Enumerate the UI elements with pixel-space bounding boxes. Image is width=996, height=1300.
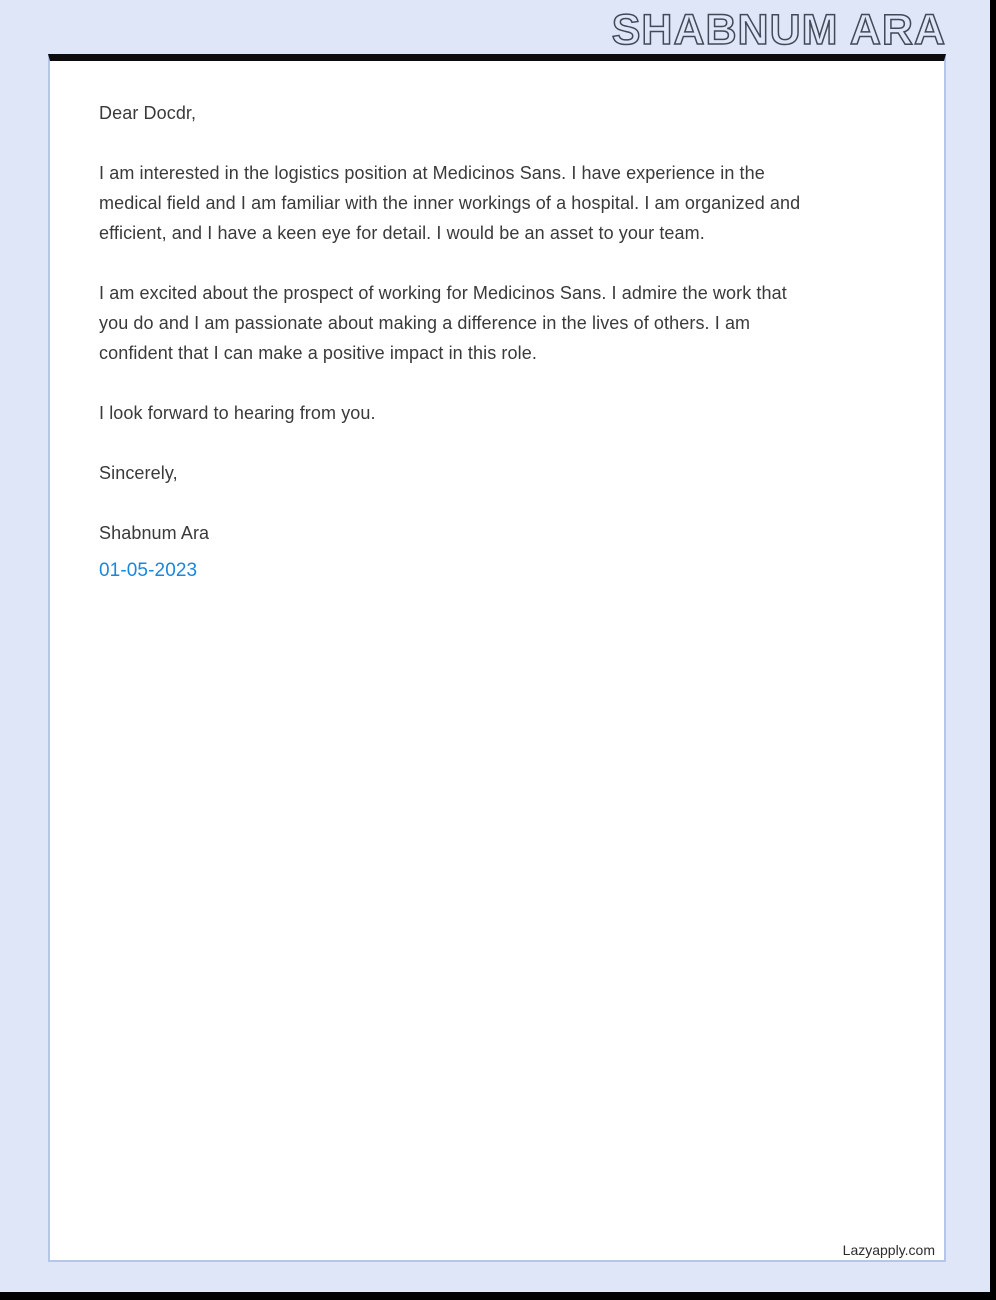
closing-line-text: I look forward to hearing from you. (99, 403, 376, 423)
salutation-text: Dear Docdr, (99, 103, 197, 123)
paragraph-1-line-2: medical field and I am familiar with the inner workings of a hospital. I am organized and (99, 193, 801, 213)
screenshot-right-edge (990, 0, 996, 1300)
letter-page (48, 54, 946, 1262)
letter-date: 01-05-2023 (99, 560, 198, 581)
paragraph-2 (99, 278, 894, 368)
salutation (99, 98, 894, 128)
letter-body (50, 61, 944, 586)
paragraph-1-line-3: efficient, and I have a keen eye for detail. I would be an asset to your team. (99, 223, 705, 243)
paragraph-2-line-3: confident that I can make a positive impact in this role. (99, 343, 537, 363)
signoff (99, 458, 894, 488)
signature-name: Shabnum Ara (99, 523, 210, 543)
signoff-text: Sincerely, (99, 463, 178, 483)
watermark-text: Lazyapply.com (842, 1242, 935, 1258)
closing-line (99, 398, 894, 428)
paragraph-1 (99, 158, 894, 248)
header-name: SHABNUM ARA (611, 6, 946, 54)
screenshot-bottom-edge (0, 1292, 996, 1300)
paragraph-2-line-2: you do and I am passionate about making a difference in the lives of others. I am (99, 313, 751, 333)
paragraph-1-line-1: I am interested in the logistics position at Medicinos Sans. I have experience in the (99, 163, 765, 183)
paragraph-2-line-1: I am excited about the prospect of working for Medicinos Sans. I admire the work that (99, 283, 787, 303)
signature (99, 518, 894, 548)
